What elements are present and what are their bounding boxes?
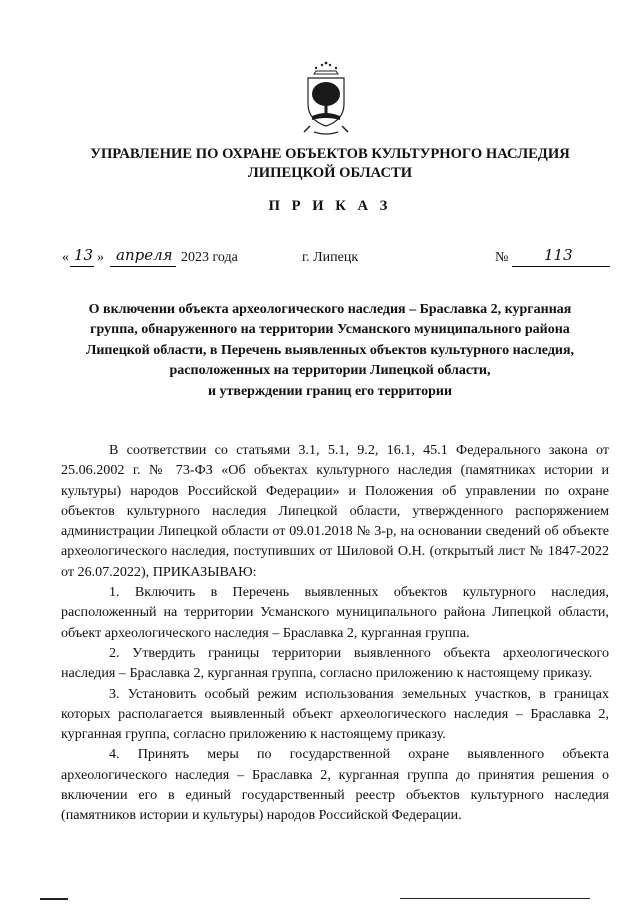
order-item-4: 4. Принять меры по государственной охране выявленного объекта археологического наследия – Браславка 2, курганная группа до принятия решения о включении его в единый государственный реестр объектов культурного наследия (памятников истории и культуры) народов Российской Федерации.	[61, 746, 609, 824]
org-title-line2: ЛИПЕЦКОЙ ОБЛАСТИ	[247, 165, 413, 181]
coat-of-arms-icon	[300, 60, 352, 138]
document-type: П Р И К А З	[268, 198, 392, 214]
handwritten-day: 13	[74, 246, 94, 264]
handwritten-number: 113	[544, 246, 573, 264]
month-underline	[110, 266, 176, 267]
close-quote: »	[97, 250, 104, 265]
year-text: 2023 года	[181, 250, 238, 265]
order-item-3: 3. Установить особый режим использования земельных участков, в границах которых располагается выявленный объект археологического наследия – Браславка 2, курганная группа, согласно приложению к настоящему приказу.	[61, 685, 609, 743]
subject-line: и утверждении границ его территории	[207, 383, 453, 399]
scan-artifact	[40, 898, 68, 900]
date-number-line	[0, 246, 640, 272]
day-underline	[70, 266, 94, 267]
number-label: №	[495, 250, 509, 265]
scan-artifact	[400, 898, 590, 899]
subject-line: расположенных на территории Липецкой области,	[169, 363, 491, 379]
order-subject	[60, 300, 600, 402]
subject-line: О включении объекта археологического наследия – Браславка 2, курганная	[88, 302, 572, 317]
org-title-line1: УПРАВЛЕНИЕ ПО ОХРАНЕ ОБЪЕКТОВ КУЛЬТУРНОГО НАСЛЕДИЯ	[90, 146, 570, 162]
subject-line: группа, обнаруженного на территории Усманского муниципального района	[90, 322, 570, 338]
number-underline	[512, 266, 610, 267]
organization-title	[40, 145, 620, 183]
order-item-2: 2. Утвердить границы территории выявленного объекта археологического наследия – Браславка 2, курганная группа, согласно приложению к настоящему приказу.	[61, 644, 609, 682]
preamble-paragraph: В соответствии со статьями 3.1, 5.1, 9.2, 16.1, 45.1 Федерального закона от 25.06.2002 г. № 73-ФЗ «Об объектах культурного наследия (памятниках истории и культуры) народов Российской Федерации» и Положения об управлении по охране объектов культурного наследия Липецкой области, утвержденного распоряжением администрации Липецкой области от 09.01.2018 № 3-р, на основании сведений об объекте археологического наследия, поступивших от Шиловой О.Н. (открытый лист № 1847-2022 от 26.07.2022), ПРИКАЗЫВАЮ:	[61, 442, 609, 580]
open-quote: «	[62, 250, 69, 265]
city: г. Липецк	[302, 250, 359, 265]
order-item-1: 1. Включить в Перечень выявленных объектов культурного наследия, расположенный на территории Усманского муниципального района Липецкой области, объект археологического наследия – Браславка 2, курганная группа.	[61, 584, 609, 641]
handwritten-month: апреля	[116, 246, 173, 264]
subject-line: Липецкой области, в Перечень выявленных объектов культурного наследия,	[85, 342, 575, 358]
order-body	[61, 440, 609, 826]
